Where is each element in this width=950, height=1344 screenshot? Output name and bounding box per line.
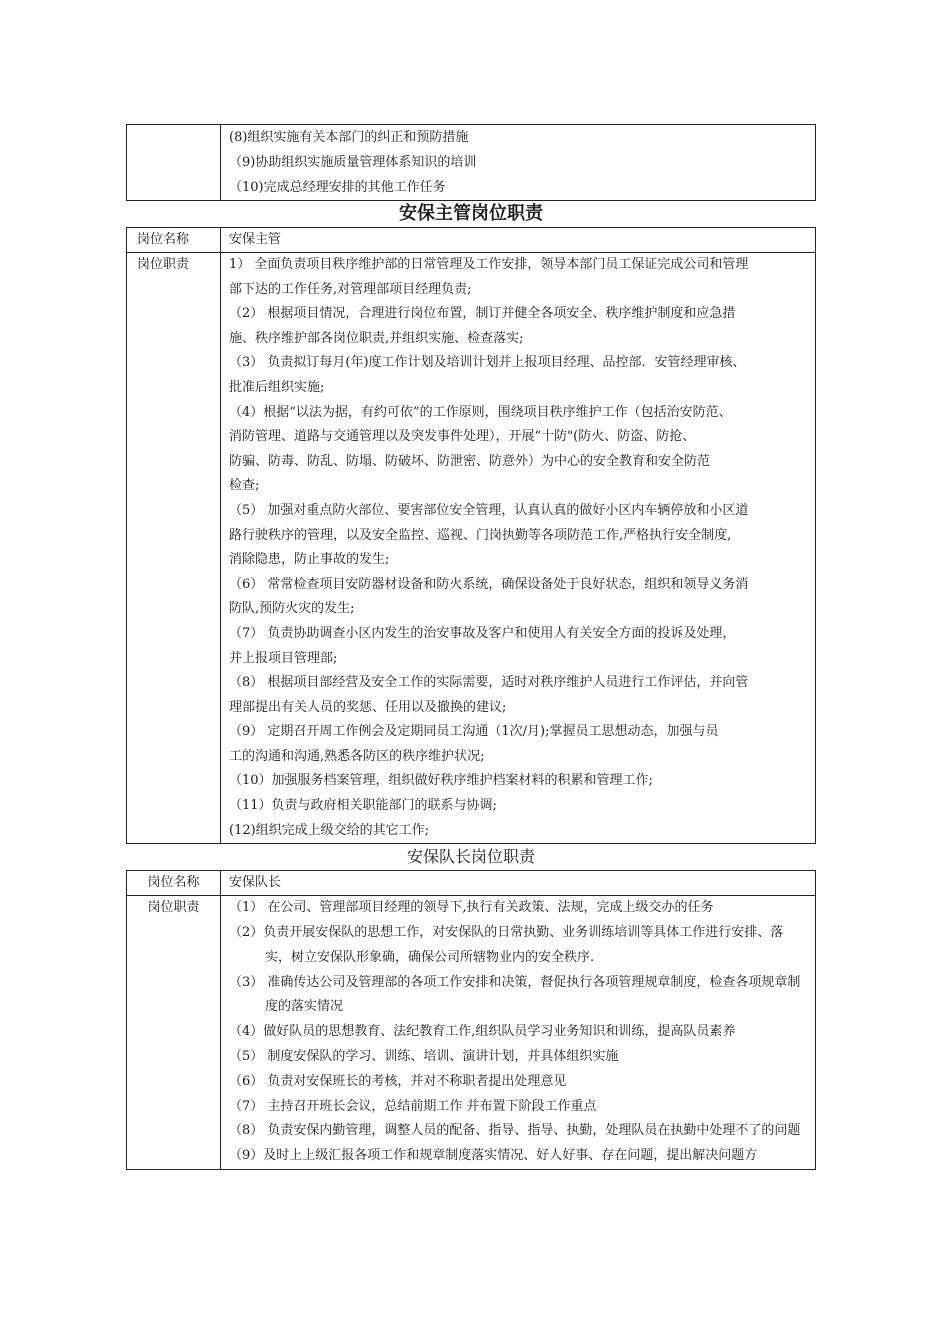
position-name-label: 岗位名称 <box>127 871 221 896</box>
list-item: （9）及时上上级汇报各项工作和规章制度落实情况、好人好事、存在问题，提出解决问题方 <box>229 1148 758 1164</box>
list-item: (8)组织实施有关本部门的纠正和预防措施 <box>229 130 469 145</box>
security-supervisor-table <box>126 227 816 844</box>
prev-duty-list <box>221 125 816 201</box>
list-item: 防骗、防毒、防乱、防塌、防破坏、防泄密、防意外）为中心的安全教育和安全防范 <box>229 453 711 469</box>
position-name-value: 安保主管 <box>221 228 816 253</box>
list-item: （9） 定期召开周工作例会及定期同员工沟通（1次/月);掌握员工思想动态，加强与员 <box>229 724 719 740</box>
list-item: 消除隐患，防止事故的发生; <box>229 552 390 568</box>
list-item: （3） 准确传达公司及管理部的各项工作安排和决策，督促执行各项管理规章制度，检查各项规章制度的落实情况 <box>229 974 801 1015</box>
list-item: （4）做好队员的思想教育、法纪教育工作,组织队员学习业务知识和训练，提高队员素养 <box>229 1024 736 1040</box>
list-item: 施、秩序维护部各岗位职责,并组织实施、检查落实; <box>229 330 524 346</box>
list-item: 批准后组织实施; <box>229 379 325 395</box>
list-item: （1） 在公司、管理部项目经理的领导下,执行有关政策、法规，完成上级交办的任务 <box>229 900 714 916</box>
list-item: （5） 制度安保队的学习、训练、培训、演讲计划，并具体组织实施 <box>229 1049 619 1065</box>
list-item: （5） 加强对重点防火部位、要害部位安全管理，认真认真的做好小区内车辆停放和小区道 <box>229 502 749 518</box>
position-name-value: 安保队长 <box>221 871 816 896</box>
list-item: 部下达的工作任务,对管理部项目经理负责; <box>229 281 472 297</box>
list-item: （9)协助组织实施质量管理体系知识的培训 <box>229 155 477 170</box>
position-duty-label: 岗位职责 <box>127 896 221 1170</box>
list-item: （10）加强服务档案管理，组织做好秩序维护档案材料的积累和管理工作; <box>229 773 653 789</box>
list-item: 检查; <box>229 478 260 494</box>
table-row <box>127 228 816 253</box>
table-row <box>127 125 816 201</box>
prev-duty-table <box>126 124 816 201</box>
list-item: 工的沟通和沟通,熟悉各防区的秩序维护状况; <box>229 748 485 764</box>
list-item: 理部提出有关人员的奖惩、任用以及撤换的建议; <box>229 699 507 715</box>
list-item: （8） 负责安保内勤管理，调整人员的配备、指导、指导、执勤，处理队员在执勤中处理不了的问题 <box>229 1123 801 1139</box>
list-item: （3） 负责拟订每月(年)度工作计划及培训计划并上报项目经理、品控部．安管经理审核、 <box>229 355 746 371</box>
duty-list <box>221 896 816 1170</box>
duty-list <box>221 253 816 844</box>
section-title-security-supervisor: 安保主管岗位职责 <box>399 203 543 224</box>
list-item: (12)组织完成上级交给的其它工作; <box>229 822 430 838</box>
section-title-security-captain: 安保队长岗位职责 <box>406 847 535 867</box>
list-item: （2）负责开展安保队的思想工作，对安保队的日常执勤、业务训练培训等具体工作进行安排、落实，树立安保队形象确，确保公司所辖物业内的安全秩序. <box>229 925 784 965</box>
table-row <box>127 871 816 896</box>
list-item: 路行驶秩序的管理，以及安全监控、巡视、门岗执勤等各项防范工作,严格执行安全制度, <box>229 527 732 543</box>
position-name-label: 岗位名称 <box>127 228 221 253</box>
list-item: （8） 根据项目部经营及安全工作的实际需要，适时对秩序维护人员进行工作评估，并向管 <box>229 675 749 691</box>
list-item: （10)完成总经理安排的其他工作任务 <box>229 180 446 195</box>
list-item: 1） 全面负责项目秩序维护部的日常管理及工作安排，领导本部门员工保证完成公司和管理 <box>229 257 749 272</box>
position-duty-label: 岗位职责 <box>127 253 221 844</box>
empty-label-cell <box>127 125 221 201</box>
list-item: （7） 主持召开班长会议，总结前期工作 并布置下阶段工作重点 <box>229 1098 597 1114</box>
list-item: （6） 常常检查项目安防器材设备和防火系统，确保设备处于良好状态，组织和领导义务消 <box>229 576 749 592</box>
list-item: 消防管理、道路与交通管理以及突发事件处理），开展“十防"(防火、防盗、防抢、 <box>229 429 696 445</box>
list-item: （4）根据“以法为据，有约可依”的工作原则，围绕项目秩序维护工作（包括治安防范、 <box>229 404 732 420</box>
list-item: 防队,预防火灾的发生; <box>229 601 355 617</box>
table-row <box>127 896 816 1170</box>
list-item: （6） 负责对安保班长的考核，并对不称职者提出处理意见 <box>229 1073 567 1089</box>
list-item: （11）负责与政府相关职能部门的联系与协调; <box>229 798 497 814</box>
list-item: （2） 根据项目情况，合理进行岗位布置，制订并健全各项安全、秩序维护制度和应急措 <box>229 306 736 322</box>
document-page <box>126 124 816 1170</box>
table-row <box>127 253 816 844</box>
security-captain-table <box>126 870 816 1170</box>
list-item: （7） 负责协助调查小区内发生的治安事故及客户和使用人有关安全方面的投诉及处理， <box>229 625 736 641</box>
list-item: 并上报项目管理部; <box>229 650 338 666</box>
